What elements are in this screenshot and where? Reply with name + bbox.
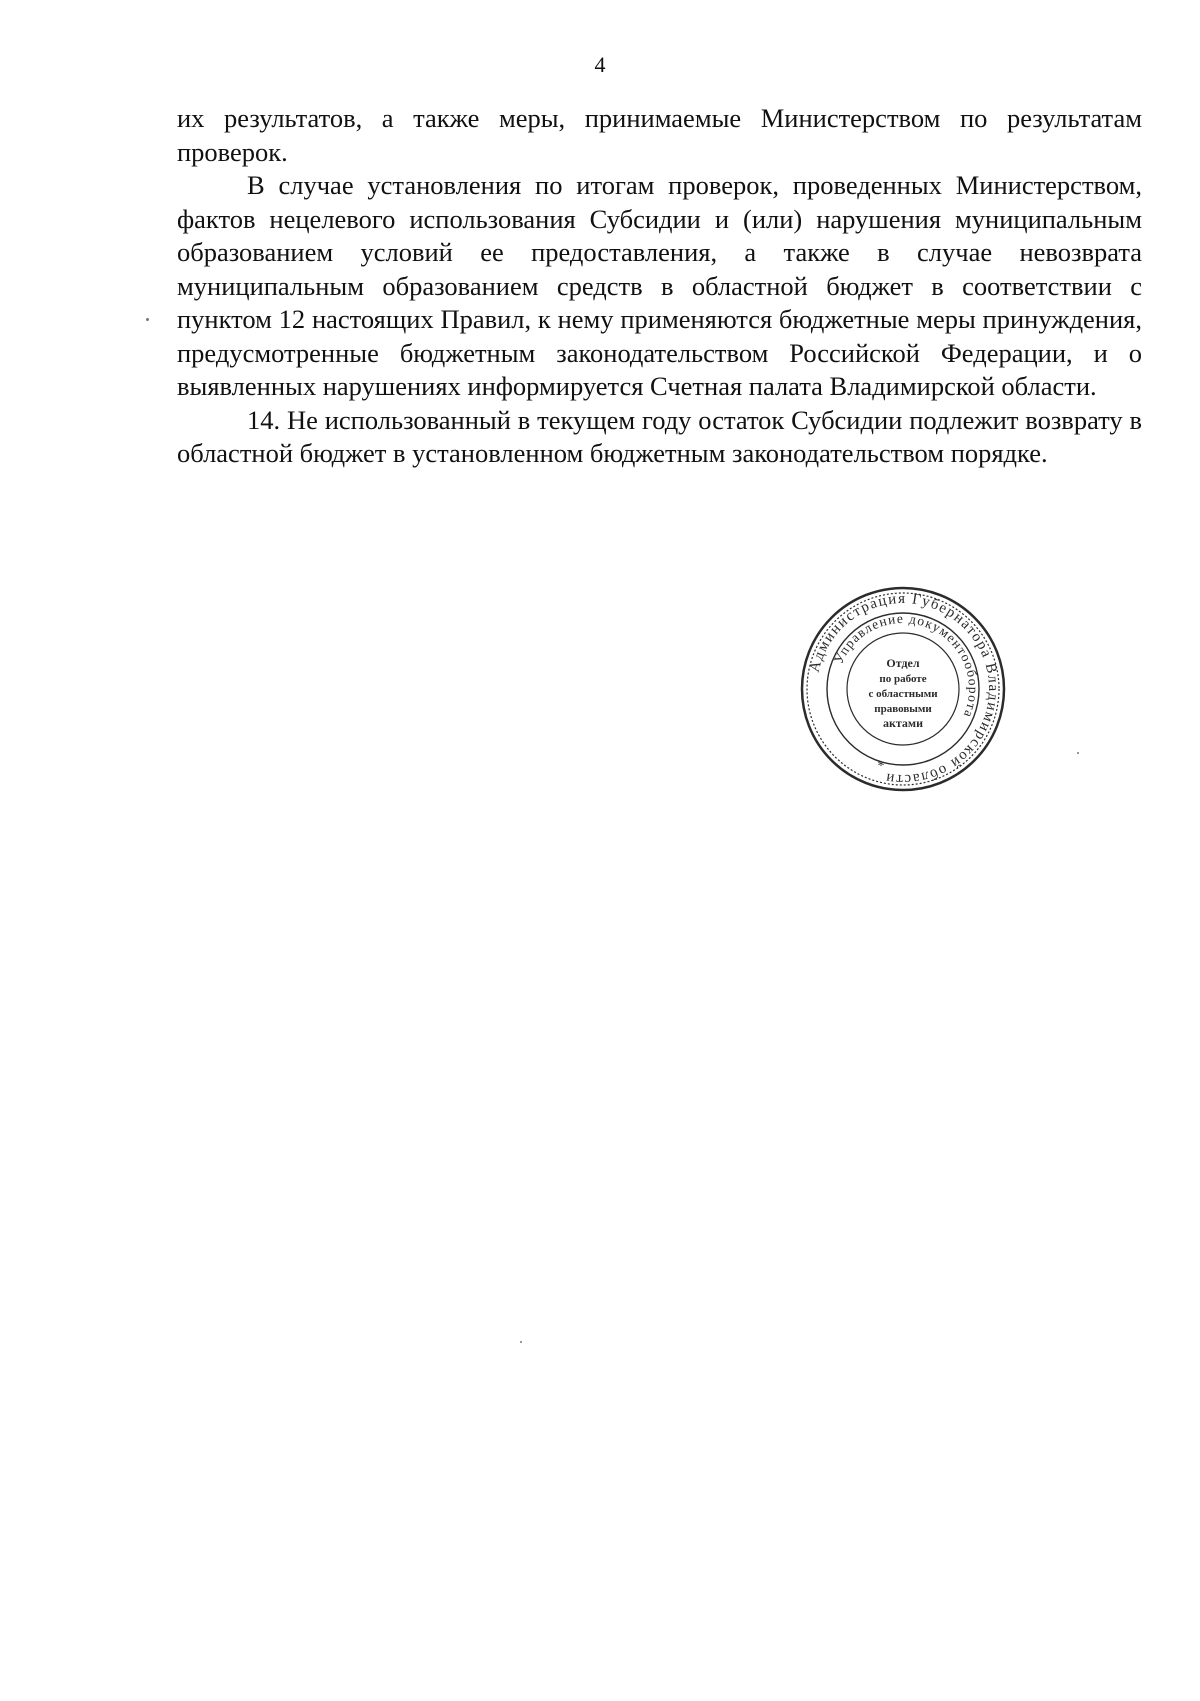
- paragraph-violations: В случае установления по итогам проверок, проведенных Министерством, фактов нецелевого использования Субсидии и (или) нарушения муниципальным образованием условий ее предоставления, а также в случае невозврата муниципальным образованием средств в областной бюджет в соответствии с пунктом 12 настоящих Правил, к нему применяются бюджетные меры принуждения, предусмотренные бюджетным законодательством Российской Федерации, и о выявленных нарушениях информируется Счетная палата Владимирской области.: [177, 170, 1142, 401]
- paragraph-continuation: их результатов, а также меры, принимаемые Министерством по результатам проверок.: [177, 103, 1142, 167]
- seal-center-line-2: по работе: [879, 673, 927, 685]
- scan-speck: [520, 1341, 522, 1343]
- scan-speck: [146, 318, 149, 321]
- seal-center-line-3: с областными: [868, 688, 938, 700]
- seal-inner-text: Управление документооборота: [830, 610, 982, 721]
- seal-center-line-5: актами: [882, 716, 924, 730]
- page-number: 4: [594, 52, 606, 77]
- seal-center-line-1: Отдел: [886, 656, 920, 670]
- scan-speck: [1077, 752, 1079, 754]
- official-seal-stamp: [799, 585, 1007, 793]
- paragraph-item-14: 14. Не использованный в текущем году остаток Субсидии подлежит возврату в областной бюджет в установленном бюджетным законодательством порядке.: [177, 404, 1142, 468]
- document-body: [177, 102, 1142, 471]
- seal-star-icon: *: [877, 759, 885, 774]
- seal-center-line-4: правовыми: [874, 703, 932, 715]
- seal-outer-text: Администрация Губернатора Владимирской области: [806, 590, 1002, 788]
